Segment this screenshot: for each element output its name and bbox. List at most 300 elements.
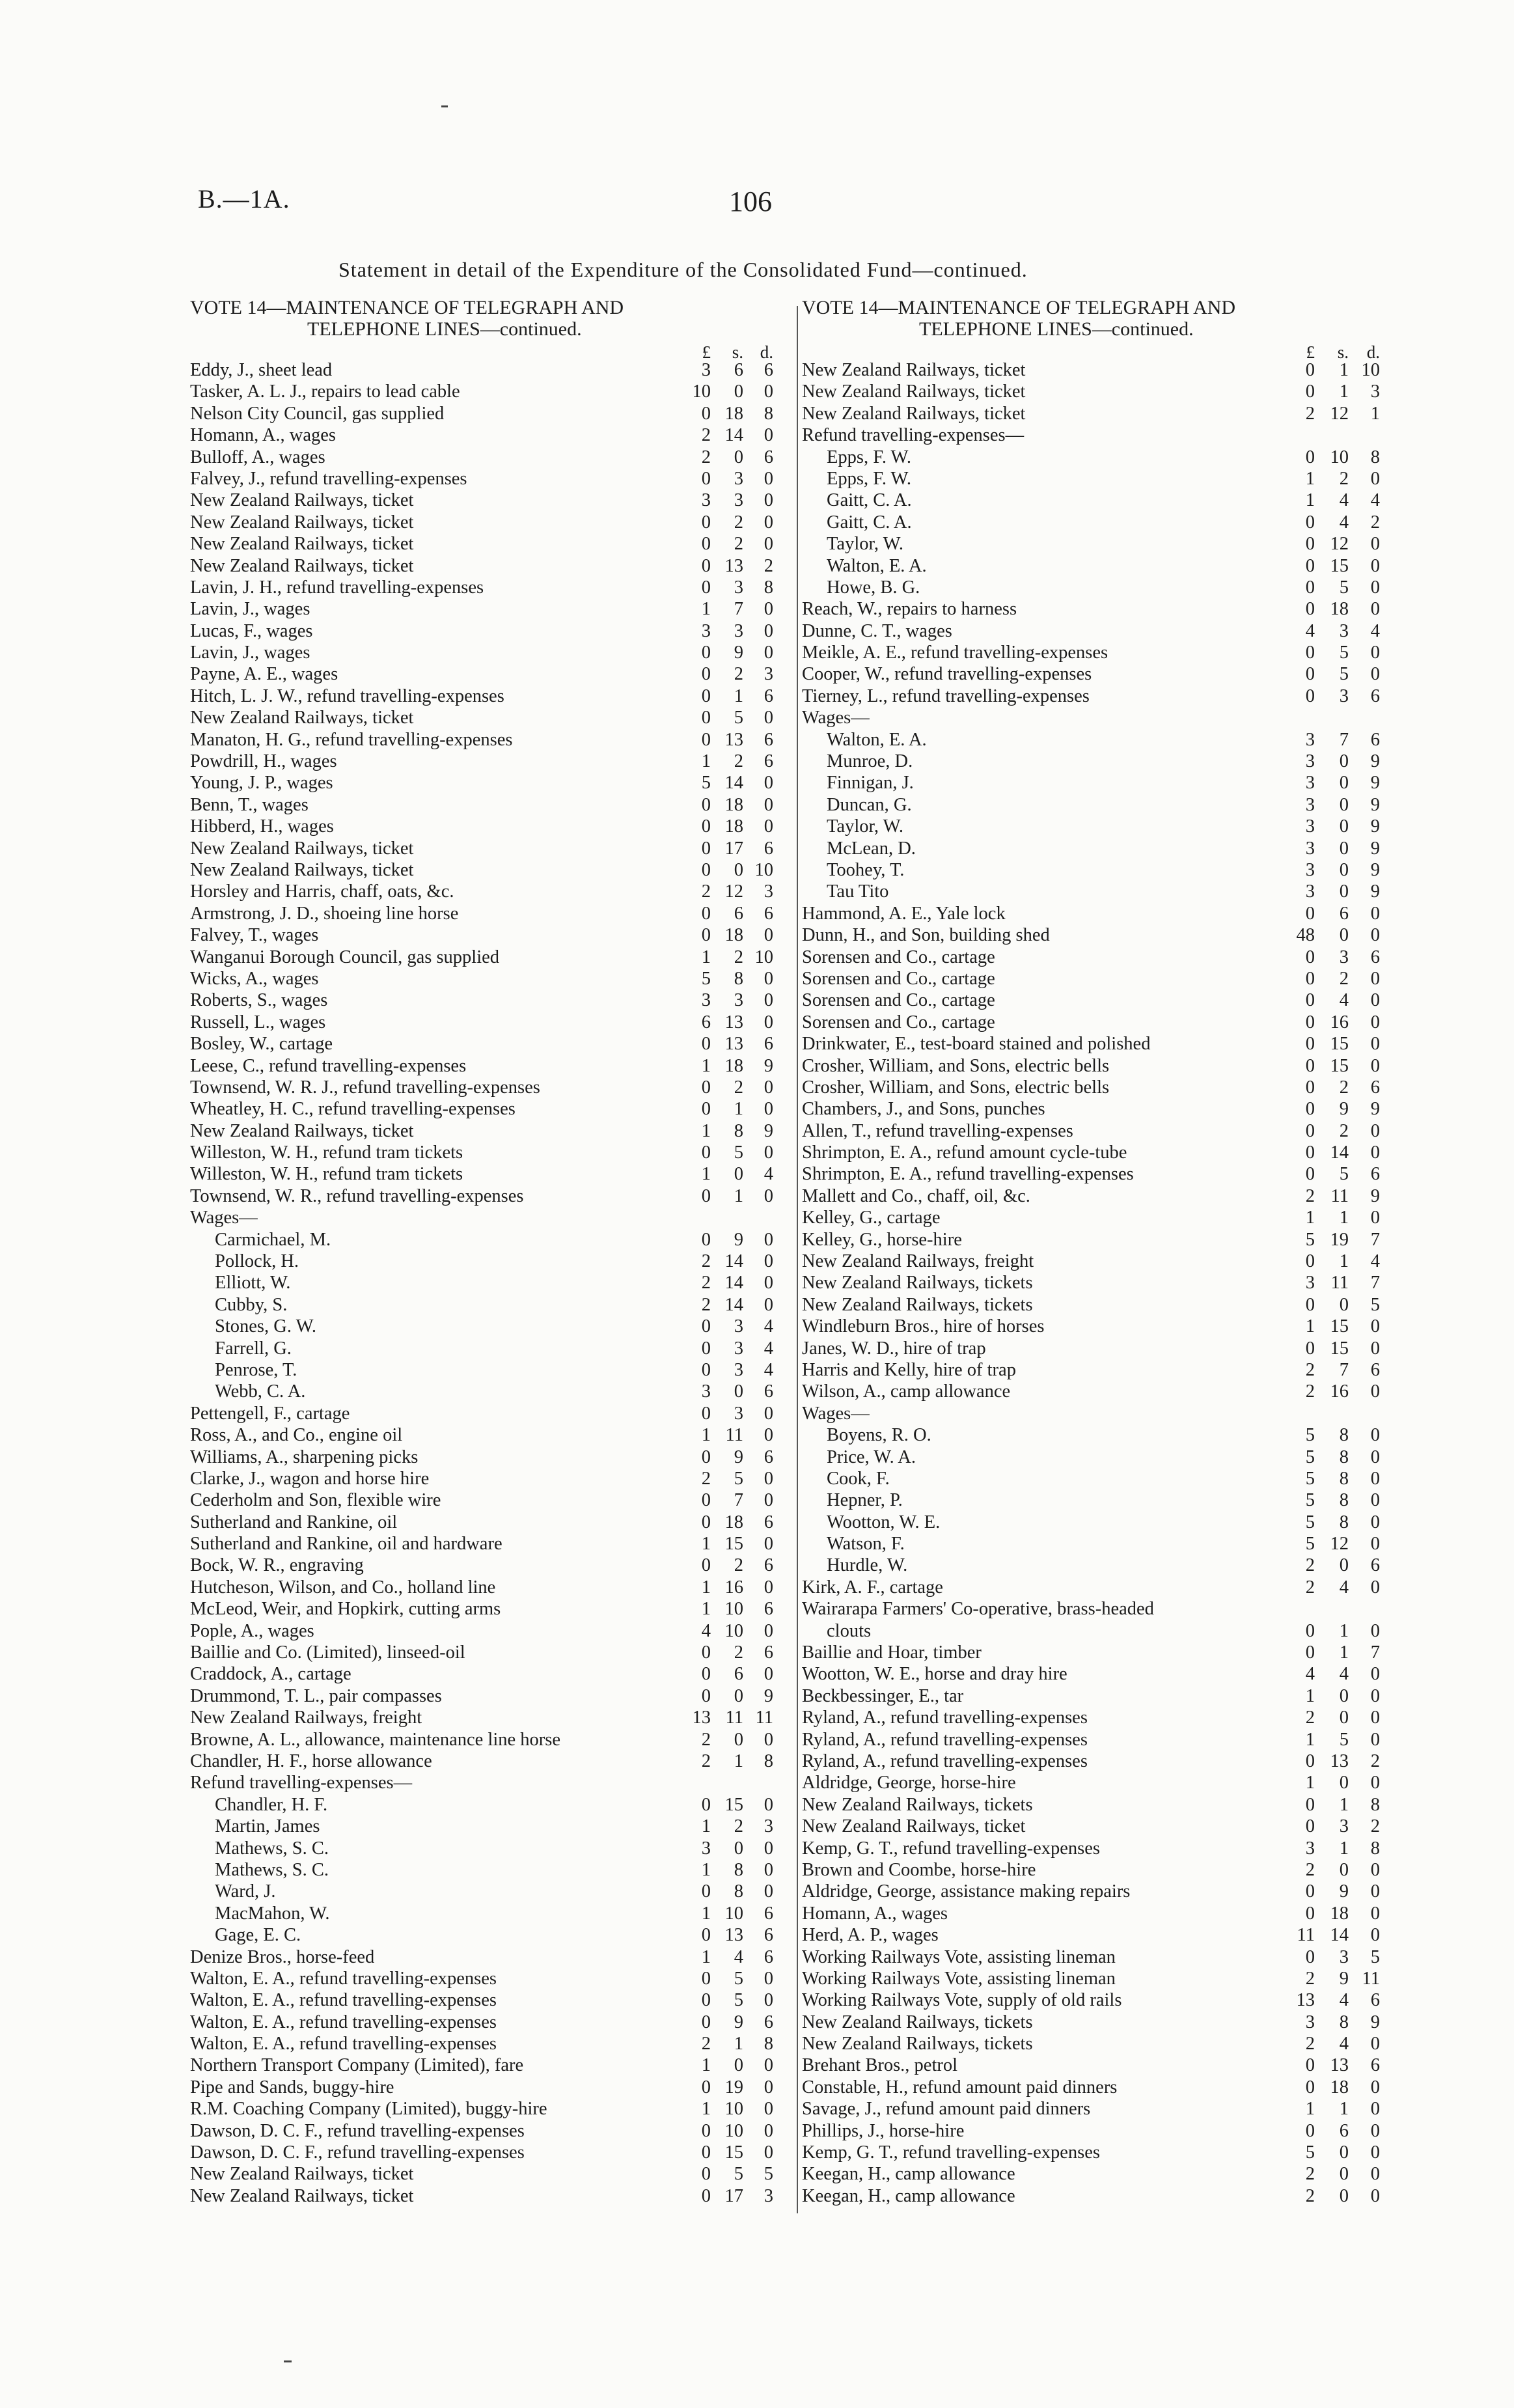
- amount-shillings: 10: [724, 1620, 743, 1641]
- entry-row: [190, 1859, 795, 1881]
- entry-description: Wages—: [802, 1403, 870, 1424]
- entry-description: Kemp, G. T., refund travelling-expenses: [802, 2142, 1100, 2163]
- amount-pounds: 0: [701, 1338, 711, 1359]
- amount-pence: 9: [1370, 816, 1380, 837]
- entry-row: [190, 1077, 795, 1098]
- amount-pence: 0: [1370, 1338, 1380, 1359]
- entry-description: Bulloff, A., wages: [190, 447, 325, 467]
- amount-pounds: 0: [701, 1685, 711, 1706]
- entry-row: [802, 1185, 1397, 1207]
- entry-row: [802, 859, 1397, 881]
- entry-row: [802, 1772, 1397, 1793]
- amount-shillings: 8: [734, 1881, 743, 1902]
- amount-pence: 0: [764, 2055, 773, 2076]
- amount-pounds: 1: [701, 1577, 711, 1598]
- entry-row: [190, 577, 795, 598]
- amount-pounds: 3: [1305, 1273, 1315, 1294]
- entry-description: Kelley, G., horse-hire: [802, 1229, 962, 1250]
- amount-shillings: 4: [1339, 990, 1349, 1011]
- amount-pounds: 1: [701, 1859, 711, 1880]
- amount-pounds: 3: [701, 620, 711, 641]
- amount-pence: 0: [1370, 599, 1380, 620]
- amount-pence: 6: [1370, 947, 1380, 967]
- amount-shillings: 15: [1330, 1034, 1349, 1055]
- amount-shillings: 2: [734, 751, 743, 772]
- entry-description: Walton, E. A., refund travelling-expenses: [190, 2034, 497, 2055]
- entry-description: Hurdle, W.: [827, 1555, 908, 1576]
- amount-pounds: 5: [1305, 1468, 1315, 1489]
- amount-shillings: 13: [724, 729, 743, 750]
- amount-pence: 2: [1370, 512, 1380, 533]
- amount-pounds: 0: [701, 1359, 711, 1380]
- entry-description: New Zealand Railways, ticket: [190, 534, 414, 555]
- entry-row: [802, 424, 1397, 446]
- entry-row: [190, 1685, 795, 1707]
- entry-row: [190, 1533, 795, 1555]
- amount-shillings: 5: [1339, 577, 1349, 598]
- amount-pence: 3: [764, 1816, 773, 1837]
- amount-pounds: 48: [1296, 925, 1315, 946]
- entry-row: [802, 947, 1397, 968]
- amount-shillings: 15: [724, 2142, 743, 2163]
- entry-description: Shrimpton, E. A., refund amount cycle-tube: [802, 1142, 1127, 1163]
- amount-pounds: 0: [1305, 1881, 1315, 1902]
- left-column: [190, 297, 795, 2207]
- amount-pence: 9: [1370, 751, 1380, 772]
- amount-pounds: 1: [701, 2099, 711, 2120]
- entry-description: Walton, E. A., refund travelling-expenses: [190, 1990, 497, 2011]
- amount-pounds: 1: [701, 1816, 711, 1837]
- entry-row: [802, 707, 1397, 728]
- amount-pounds: 0: [701, 816, 711, 837]
- amount-shillings: 10: [724, 1599, 743, 1620]
- amount-pence: 0: [1370, 1620, 1380, 1641]
- amount-shillings: 5: [734, 1968, 743, 1989]
- amount-pence: 0: [764, 1185, 773, 1206]
- amount-shillings: 18: [724, 1055, 743, 1076]
- amount-shillings: 9: [734, 643, 743, 663]
- entry-description: New Zealand Railways, ticket: [190, 2185, 414, 2206]
- amount-shillings: 6: [734, 903, 743, 924]
- entry-description: Dunne, C. T., wages: [802, 620, 952, 641]
- entry-row: [802, 2077, 1397, 2098]
- entry-description: clouts: [827, 1620, 872, 1641]
- entry-row: [190, 924, 795, 946]
- entry-description: Sutherland and Rankine, oil: [190, 1512, 398, 1532]
- amount-pounds: 0: [701, 2185, 711, 2206]
- amount-column-headers: [190, 342, 795, 362]
- amount-shillings: 3: [1339, 1946, 1349, 1967]
- entry-row: [190, 989, 795, 1011]
- entry-row: [190, 1903, 795, 1924]
- amount-shillings: 2: [734, 1077, 743, 1098]
- amount-pence: 0: [1370, 1468, 1380, 1489]
- amount-pounds: 1: [701, 1055, 711, 1076]
- amount-pounds: 2: [1305, 403, 1315, 424]
- amount-shillings: 18: [1330, 1903, 1349, 1924]
- amount-shillings: 1: [1339, 1794, 1349, 1815]
- amount-shillings: 2: [1339, 1120, 1349, 1141]
- entry-row: [190, 1642, 795, 1663]
- amount-pounds: 5: [1305, 1229, 1315, 1250]
- entry-row: [802, 1012, 1397, 1033]
- entry-description: Russell, L., wages: [190, 1012, 326, 1032]
- entry-row: [802, 642, 1397, 663]
- amount-pence: 6: [764, 685, 773, 706]
- amount-shillings: 14: [724, 773, 743, 794]
- entry-row: [190, 751, 795, 772]
- amount-shillings: 9: [1339, 1881, 1349, 1902]
- entry-description: Falvey, T., wages: [190, 925, 319, 946]
- amount-shillings: 5: [1339, 664, 1349, 685]
- amount-shillings: 18: [724, 794, 743, 815]
- amount-pounds: 6: [701, 1012, 711, 1032]
- amount-pence: 9: [1370, 1099, 1380, 1120]
- entry-description: Price, W. A.: [827, 1446, 916, 1467]
- amount-pence: 0: [1370, 1208, 1380, 1228]
- amount-shillings: 0: [1339, 2142, 1349, 2163]
- amount-pounds: 0: [701, 708, 711, 728]
- entry-description: Farrell, G.: [215, 1338, 292, 1359]
- amount-pounds: 0: [1305, 447, 1315, 467]
- amount-pounds: 0: [701, 534, 711, 555]
- entry-description: Taylor, W.: [827, 534, 903, 555]
- amount-pence: 8: [764, 577, 773, 598]
- entry-row: [190, 1555, 795, 1576]
- amount-pence: 0: [764, 816, 773, 837]
- amount-pounds: 2: [1305, 1381, 1315, 1402]
- entry-row: [190, 490, 795, 511]
- amount-shillings: 5: [1339, 643, 1349, 663]
- amount-pounds: 1: [1305, 2099, 1315, 2120]
- amount-pence: 7: [1370, 1229, 1380, 1250]
- amount-pounds: 0: [701, 555, 711, 576]
- entry-description: Payne, A. E., wages: [190, 664, 338, 685]
- entry-description: Savage, J., refund amount paid dinners: [802, 2099, 1091, 2120]
- amount-pounds: 2: [701, 1751, 711, 1771]
- amount-shillings: 2: [734, 947, 743, 967]
- entry-description: Elliott, W.: [215, 1273, 291, 1294]
- amount-shillings: 3: [734, 490, 743, 511]
- entry-description: Martin, James: [215, 1816, 320, 1837]
- amount-shillings: 10: [724, 1903, 743, 1924]
- entry-description: Working Railways Vote, supply of old rails: [802, 1990, 1122, 2011]
- amount-pence: 9: [1370, 859, 1380, 880]
- entry-description: Wicks, A., wages: [190, 968, 319, 989]
- amount-pence: 0: [764, 1968, 773, 1989]
- amount-pence: 0: [1370, 1577, 1380, 1598]
- entry-row: [802, 577, 1397, 598]
- amount-pounds: 0: [1305, 643, 1315, 663]
- entry-description: New Zealand Railways, freight: [802, 1251, 1034, 1272]
- amount-shillings: 1: [734, 1751, 743, 1771]
- amount-shillings: 14: [724, 1251, 743, 1272]
- entry-description: Penrose, T.: [215, 1359, 297, 1380]
- amount-shillings: 5: [1339, 1164, 1349, 1185]
- amount-shillings: 1: [1339, 381, 1349, 402]
- amount-pence: 6: [764, 1925, 773, 1946]
- entry-row: [802, 1598, 1397, 1620]
- entry-row: [190, 2120, 795, 2142]
- amount-shillings: 12: [1330, 403, 1349, 424]
- entry-description: New Zealand Railways, ticket: [802, 1816, 1026, 1837]
- amount-shillings: 5: [734, 1990, 743, 2011]
- amount-pence: 6: [1370, 729, 1380, 750]
- entry-description: Dawson, D. C. F., refund travelling-expenses: [190, 2142, 525, 2163]
- entry-description: Roberts, S., wages: [190, 990, 328, 1011]
- amount-pence: 3: [764, 664, 773, 685]
- amount-shillings: 0: [1339, 751, 1349, 772]
- entry-description: Townsend, W. R. J., refund travelling-expenses: [190, 1077, 540, 1098]
- amount-shillings: 1: [734, 2034, 743, 2055]
- amount-pence: 0: [764, 1620, 773, 1641]
- amount-pence: 11: [1362, 1968, 1380, 1989]
- entry-description: Williams, A., sharpening picks: [190, 1446, 419, 1467]
- amount-pence: 0: [764, 1273, 773, 1294]
- entry-row: [190, 2098, 795, 2120]
- amount-pounds: 2: [701, 881, 711, 902]
- amount-shillings: 9: [734, 1446, 743, 1467]
- amount-shillings: 11: [725, 1425, 743, 1446]
- amount-pence: 0: [1370, 1012, 1380, 1032]
- amount-shillings: 9: [1339, 1099, 1349, 1120]
- amount-pounds: 2: [701, 1273, 711, 1294]
- amount-pence: 6: [764, 360, 773, 380]
- amount-pence: 9: [764, 1120, 773, 1141]
- amount-pounds: 0: [1305, 1120, 1315, 1141]
- amount-pence: 0: [764, 1881, 773, 1902]
- entry-row: [190, 2055, 795, 2076]
- amount-shillings: 14: [724, 425, 743, 446]
- amount-pence: 6: [764, 1512, 773, 1532]
- amount-shillings: 1: [1339, 1251, 1349, 1272]
- amount-shillings: 5: [734, 708, 743, 728]
- amount-pence: 8: [764, 403, 773, 424]
- amount-pence: 0: [1370, 577, 1380, 598]
- amount-pence: 0: [764, 1229, 773, 1250]
- entry-row: [802, 1489, 1397, 1511]
- amount-pounds: 0: [701, 468, 711, 489]
- amount-pence: 0: [1370, 2120, 1380, 2141]
- vote-heading: [190, 297, 795, 342]
- entry-description: Gaitt, C. A.: [827, 490, 912, 511]
- amount-shillings: 5: [734, 1142, 743, 1163]
- amount-shillings: 2: [734, 512, 743, 533]
- amount-pence: 0: [764, 1490, 773, 1511]
- entry-description: Sorensen and Co., cartage: [802, 968, 995, 989]
- amount-shillings: 0: [734, 1685, 743, 1706]
- amount-shillings: 13: [1330, 2055, 1349, 2076]
- entry-row: [190, 1577, 795, 1598]
- entry-description: Lavin, J. H., refund travelling-expenses: [190, 577, 484, 598]
- entry-description: Chandler, H. F.: [215, 1794, 328, 1815]
- entry-row: [802, 2098, 1397, 2120]
- entry-row: [190, 2012, 795, 2033]
- entry-row: [802, 1055, 1397, 1077]
- amount-shillings: 3: [1339, 1816, 1349, 1837]
- amount-pounds: 2: [1305, 2034, 1315, 2055]
- entry-row: [190, 968, 795, 989]
- amount-pence: 4: [1370, 490, 1380, 511]
- entry-description: Wanganui Borough Council, gas supplied: [190, 947, 500, 967]
- amount-pence: 6: [764, 1642, 773, 1663]
- entry-description: Taylor, W.: [827, 816, 903, 837]
- pounds-header: £: [1306, 342, 1315, 362]
- amount-pounds: 5: [1305, 1425, 1315, 1446]
- entry-row: [802, 924, 1397, 946]
- amount-pounds: 0: [1305, 685, 1315, 706]
- amount-pounds: 3: [1305, 859, 1315, 880]
- amount-pounds: 0: [701, 403, 711, 424]
- amount-pounds: 0: [701, 664, 711, 685]
- entry-row: [802, 1468, 1397, 1489]
- entry-row: [802, 1881, 1397, 1902]
- entry-description: Beckbessinger, E., tar: [802, 1685, 964, 1706]
- amount-pounds: 2: [1305, 1859, 1315, 1880]
- page-number: 106: [729, 186, 772, 217]
- amount-pounds: 0: [701, 512, 711, 533]
- entry-description: Walton, E. A.: [827, 555, 927, 576]
- entry-description: Meikle, A. E., refund travelling-expenses: [802, 643, 1108, 663]
- entry-description: Hutcheson, Wilson, and Co., holland line: [190, 1577, 496, 1598]
- amount-pence: 0: [1370, 664, 1380, 685]
- amount-pence: 0: [764, 1425, 773, 1446]
- entry-description: Lucas, F., wages: [190, 620, 313, 641]
- amount-shillings: 2: [734, 1816, 743, 1837]
- amount-shillings: 1: [734, 1185, 743, 1206]
- amount-pence: 8: [1370, 1794, 1380, 1815]
- entry-description: Refund travelling-expenses—: [802, 425, 1025, 446]
- entry-description: R.M. Coaching Company (Limited), buggy-hire: [190, 2099, 547, 2120]
- entry-row: [190, 1294, 795, 1316]
- entry-description: Wootton, W. E.: [827, 1512, 941, 1532]
- amount-pence: 0: [1370, 2077, 1380, 2097]
- amount-pence: 0: [1370, 2099, 1380, 2120]
- entry-row: [190, 1272, 795, 1294]
- amount-pounds: 1: [1305, 1773, 1315, 1793]
- amount-pence: 0: [764, 643, 773, 663]
- entry-row: [190, 1794, 795, 1816]
- amount-pence: 0: [1370, 1881, 1380, 1902]
- entry-description: Browne, A. L., allowance, maintenance line horse: [190, 1729, 561, 1750]
- amount-shillings: 4: [734, 1946, 743, 1967]
- entry-description: Ryland, A., refund travelling-expenses: [802, 1729, 1088, 1750]
- entry-row: [802, 533, 1397, 555]
- amount-pounds: 5: [1305, 1446, 1315, 1467]
- vote-heading: [802, 297, 1397, 342]
- amount-pounds: 2: [701, 447, 711, 467]
- entry-description: Ryland, A., refund travelling-expenses: [802, 1751, 1088, 1771]
- amount-pence: 0: [764, 1294, 773, 1315]
- amount-pence: 4: [1370, 620, 1380, 641]
- amount-shillings: 3: [734, 1403, 743, 1424]
- entry-row: [802, 1446, 1397, 1468]
- amount-pence: 6: [1370, 1555, 1380, 1576]
- amount-pounds: 0: [701, 1990, 711, 2011]
- amount-pence: 6: [764, 1555, 773, 1576]
- amount-pence: 4: [764, 1164, 773, 1185]
- amount-shillings: 1: [734, 1099, 743, 1120]
- entry-row: [802, 381, 1397, 402]
- entry-description: Pollock, H.: [215, 1251, 299, 1272]
- entry-row: [190, 1424, 795, 1446]
- amount-pence: 0: [1370, 1708, 1380, 1728]
- entry-row: [802, 1077, 1397, 1098]
- amount-shillings: 17: [724, 838, 743, 859]
- amount-pence: 0: [1370, 1425, 1380, 1446]
- entry-description: Working Railways Vote, assisting lineman: [802, 1968, 1116, 1989]
- amount-shillings: 8: [1339, 1425, 1349, 1446]
- amount-pounds: 5: [1305, 1512, 1315, 1532]
- amount-shillings: 0: [734, 1838, 743, 1859]
- amount-pence: 10: [754, 947, 773, 967]
- entry-description: Crosher, William, and Sons, electric bells: [802, 1077, 1110, 1098]
- entry-row: [802, 1859, 1397, 1881]
- entry-row: [802, 729, 1397, 751]
- amount-shillings: 3: [734, 468, 743, 489]
- entry-description: Brehant Bros., petrol: [802, 2055, 958, 2076]
- amount-pounds: 0: [1305, 1794, 1315, 1815]
- amount-shillings: 12: [1330, 1534, 1349, 1555]
- amount-pence: 0: [764, 1403, 773, 1424]
- amount-pounds: 0: [701, 1490, 711, 1511]
- amount-pence: 9: [1370, 881, 1380, 902]
- entry-row: [802, 794, 1397, 816]
- amount-pence: 0: [1370, 2142, 1380, 2163]
- amount-pence: 0: [1370, 1120, 1380, 1141]
- amount-pounds: 0: [1305, 1946, 1315, 1967]
- right-column: [802, 297, 1397, 2207]
- amount-shillings: 2: [734, 664, 743, 685]
- amount-shillings: 14: [724, 1273, 743, 1294]
- amount-pounds: 0: [1305, 2055, 1315, 2076]
- entry-description: Hammond, A. E., Yale lock: [802, 903, 1006, 924]
- entry-description: New Zealand Railways, ticket: [190, 859, 414, 880]
- document-reference: B.—1A.: [198, 184, 290, 214]
- amount-pounds: 1: [701, 1164, 711, 1185]
- amount-shillings: 0: [1339, 816, 1349, 837]
- amount-shillings: 1: [734, 685, 743, 706]
- amount-pence: 6: [764, 751, 773, 772]
- pence-header: d.: [760, 342, 773, 362]
- entry-row: [802, 598, 1397, 620]
- amount-shillings: 8: [1339, 1446, 1349, 1467]
- amount-pence: 6: [764, 838, 773, 859]
- entry-description: New Zealand Railways, ticket: [802, 381, 1026, 402]
- amount-shillings: 8: [1339, 1490, 1349, 1511]
- amount-shillings: 0: [1339, 838, 1349, 859]
- entry-row: [190, 403, 795, 424]
- amount-pounds: 5: [1305, 1490, 1315, 1511]
- entry-row: [190, 794, 795, 816]
- amount-pence: 0: [1370, 925, 1380, 946]
- entry-description: Stones, G. W.: [215, 1316, 316, 1337]
- amount-shillings: 9: [1339, 1968, 1349, 1989]
- entry-row: [802, 1207, 1397, 1228]
- entry-row: [802, 1946, 1397, 1968]
- amount-shillings: 6: [734, 1664, 743, 1685]
- amount-pounds: 0: [701, 903, 711, 924]
- amount-pounds: 3: [1305, 838, 1315, 859]
- amount-shillings: 13: [724, 1012, 743, 1032]
- amount-pounds: 0: [1305, 599, 1315, 620]
- entry-description: Epps, F. W.: [827, 468, 911, 489]
- amount-pence: 9: [1370, 773, 1380, 794]
- entry-description: Kelley, G., cartage: [802, 1208, 941, 1228]
- amount-shillings: 11: [1330, 1273, 1349, 1294]
- entry-row: [802, 1512, 1397, 1533]
- amount-pounds: 0: [701, 729, 711, 750]
